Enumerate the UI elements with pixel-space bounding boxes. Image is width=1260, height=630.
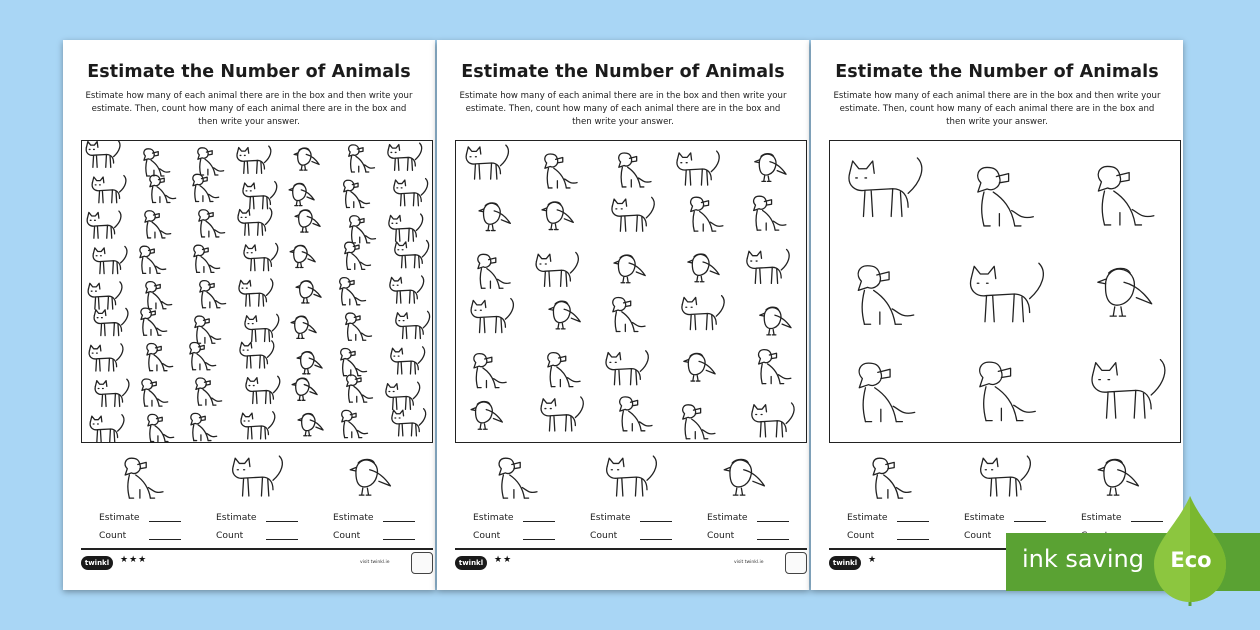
dog-illustration [198,148,224,175]
cat-illustration [536,252,578,286]
difficulty-stars: ★ [868,555,878,565]
cat-illustration [245,314,279,341]
dog-illustration [548,353,580,387]
cat-illustration [388,143,422,170]
estimate-line[interactable] [1014,512,1046,522]
dog-illustration [147,344,173,371]
twinkl-logo: twinkl [81,556,113,570]
cat-illustration [90,415,124,442]
visit-text: visit twinkl.ie [360,560,390,565]
bird-illustration [289,183,314,205]
dog-illustration [190,343,216,370]
dog-illustration [978,167,1034,226]
bird-illustration [296,281,321,303]
animal-box [81,140,433,443]
estimate-line[interactable] [897,512,929,522]
bird-illustration [1098,459,1138,495]
cat-illustration [541,397,583,431]
dog-illustration [140,246,166,273]
cat-answer [572,508,682,544]
cat-illustration [612,197,654,231]
dog-illustration [346,313,372,340]
bird-illustration [298,414,323,436]
dog-illustration [345,242,371,269]
bird-illustration [755,154,786,182]
bird-illustration [350,459,390,495]
sheet-title: Estimate the Number of Animals [461,62,785,82]
estimate-line[interactable] [149,512,181,522]
dog-answer [829,508,939,544]
ink-saving-label: ink saving [1022,545,1144,573]
dog-illustration [141,308,167,335]
estimate-line[interactable] [523,512,555,522]
quality-seal-icon [411,552,433,574]
cat-illustration [240,341,274,368]
animal-illustrations [456,141,806,442]
cat-illustration [391,347,425,374]
animal-illustrations [82,141,432,442]
dog-illustration [759,350,791,384]
animal-key [81,450,433,502]
estimate-label: Estimate [590,511,631,523]
estimate-label: Estimate [216,511,257,523]
dog-illustration [200,281,226,308]
cat-illustration [396,311,430,338]
estimate-line[interactable] [640,512,672,522]
dog-illustration [145,211,171,238]
dog-illustration [350,216,376,243]
difficulty-stars: ★★★ [120,555,148,565]
dog-illustration [980,362,1036,421]
cat-illustration [682,296,724,330]
visit-text: visit twinkl.ie [734,560,764,565]
dog-illustration [754,196,786,230]
cat-illustration [93,246,127,273]
count-line[interactable] [383,530,415,540]
dog-illustration [474,354,506,388]
bird-illustration [294,148,319,170]
animal-box [455,140,807,443]
animal-illustrations [830,141,1180,442]
dog-illustration [340,278,366,305]
dog-illustration [194,245,220,272]
animal-key-illustrations [829,450,1181,502]
dog-illustration [1098,166,1154,225]
bird-illustration [549,301,580,329]
animal-box [829,140,1181,443]
footer-rule [81,548,433,550]
cat-illustration [89,344,123,371]
estimate-label: Estimate [847,511,888,523]
dog-illustration [125,458,163,498]
bird-illustration [1098,268,1152,316]
bird-illustration [290,245,315,267]
sheet-title: Estimate the Number of Animals [87,62,411,82]
dog-illustration [341,348,367,375]
bird-illustration [292,378,317,400]
bird-illustration [724,459,764,495]
dog-illustration [148,414,174,441]
cat-illustration [471,299,513,333]
count-line[interactable] [897,530,929,540]
dog-illustration [193,174,219,201]
cat-illustration [677,151,719,185]
cat-illustration [92,176,126,203]
dog-illustration [691,197,723,231]
count-label: Count [847,529,875,541]
cat-illustration [94,308,128,335]
animal-key [455,450,807,502]
footer-rule [455,548,807,550]
cat-illustration [86,141,120,167]
count-line[interactable] [640,530,672,540]
cat-illustration [87,211,121,238]
count-label: Count [590,529,618,541]
dog-illustration [150,175,176,202]
dog-illustration [342,410,368,437]
bird-answer [689,508,799,544]
cat-answer [198,508,308,544]
dog-illustration [146,282,172,309]
estimate-label: Estimate [707,511,748,523]
cat-illustration [239,279,273,306]
bird-illustration [688,254,719,282]
bird-illustration [291,316,316,338]
cat-illustration [237,146,271,173]
estimate-label: Estimate [333,511,374,523]
estimate-line[interactable] [757,512,789,522]
cat-illustration [392,409,426,436]
estimate-line[interactable] [383,512,415,522]
difficulty-stars: ★★ [494,555,513,565]
bird-illustration [760,307,791,335]
cat-illustration [395,240,429,267]
dog-illustration [191,413,217,440]
sheet-instructions: Estimate how many of each animal there are in the box and then write your estimate. Then, count how many of each animal there are in the box and then write your answer. [85,91,413,127]
estimate-label: Estimate [1081,511,1122,523]
cat-illustration [1092,360,1165,419]
animal-key-illustrations [81,450,433,502]
sheet-title: Estimate the Number of Animals [835,62,1159,82]
bird-answer [315,508,425,544]
estimate-label: Estimate [473,511,514,523]
cat-illustration [241,412,275,439]
cat-illustration [607,456,657,496]
dog-illustration [144,149,170,176]
dog-illustration [349,145,375,172]
bird-illustration [614,255,645,283]
dog-illustration [613,298,645,332]
worksheet-hard [63,40,435,590]
cat-illustration [394,179,428,206]
count-line[interactable] [757,530,789,540]
count-label: Count [216,529,244,541]
estimate-label: Estimate [964,511,1005,523]
cat-illustration [981,456,1031,496]
cat-illustration [238,208,272,235]
cat-illustration [95,379,129,406]
bird-illustration [479,203,510,231]
dog-illustration [620,397,652,431]
dog-illustration [499,458,537,498]
cat-illustration [233,456,283,496]
dog-illustration [545,154,577,188]
count-line[interactable] [149,530,181,540]
cat-illustration [246,376,280,403]
animal-key [829,450,1181,502]
sheet-instructions: Estimate how many of each animal there are in the box and then write your estimate. Then, count how many of each animal there are in the box and then write your answer. [833,91,1161,127]
answer-fields [455,508,807,544]
answer-fields [81,508,433,544]
cat-illustration [389,214,423,241]
cat-illustration [849,158,922,217]
worksheet-easy [811,40,1183,590]
quality-seal-icon [785,552,807,574]
dog-illustration [683,405,715,439]
bird-illustration [297,352,322,374]
dog-answer [455,508,565,544]
dog-illustration [344,180,370,207]
cat-illustration [243,182,277,209]
sheet-instructions: Estimate how many of each animal there are in the box and then write your estimate. Then, count how many of each animal there are in the box and then write your answer. [459,91,787,127]
estimate-label: Estimate [99,511,140,523]
estimate-line[interactable] [266,512,298,522]
count-label: Count [707,529,735,541]
twinkl-logo: twinkl [455,556,487,570]
cat-illustration [606,351,648,385]
count-line[interactable] [266,530,298,540]
dog-illustration [195,316,221,343]
count-label: Count [473,529,501,541]
cat-illustration [386,382,420,409]
cat-illustration [747,249,789,283]
worksheet-medium [437,40,809,590]
dog-answer [81,508,191,544]
cat-illustration [971,263,1044,322]
dog-illustration [858,266,914,325]
count-line[interactable] [523,530,555,540]
bird-illustration [471,402,502,430]
bird-illustration [684,353,715,381]
dog-illustration [873,458,911,498]
dog-illustration [142,379,168,406]
bird-illustration [295,210,320,232]
dog-illustration [347,375,373,402]
cat-illustration [390,276,424,303]
animal-key-illustrations [455,450,807,502]
cat-illustration [752,403,794,437]
bird-illustration [542,202,573,230]
count-label: Count [99,529,127,541]
cat-illustration [88,282,122,309]
count-label: Count [333,529,361,541]
dog-illustration [619,153,651,187]
cat-illustration [244,243,278,270]
eco-label: Eco [1170,548,1212,572]
dog-illustration [478,254,510,288]
count-label: Count [964,529,992,541]
twinkl-logo: twinkl [829,556,861,570]
cat-illustration [466,145,508,179]
dog-illustration [196,378,222,405]
dog-illustration [859,363,915,422]
dog-illustration [199,210,225,237]
